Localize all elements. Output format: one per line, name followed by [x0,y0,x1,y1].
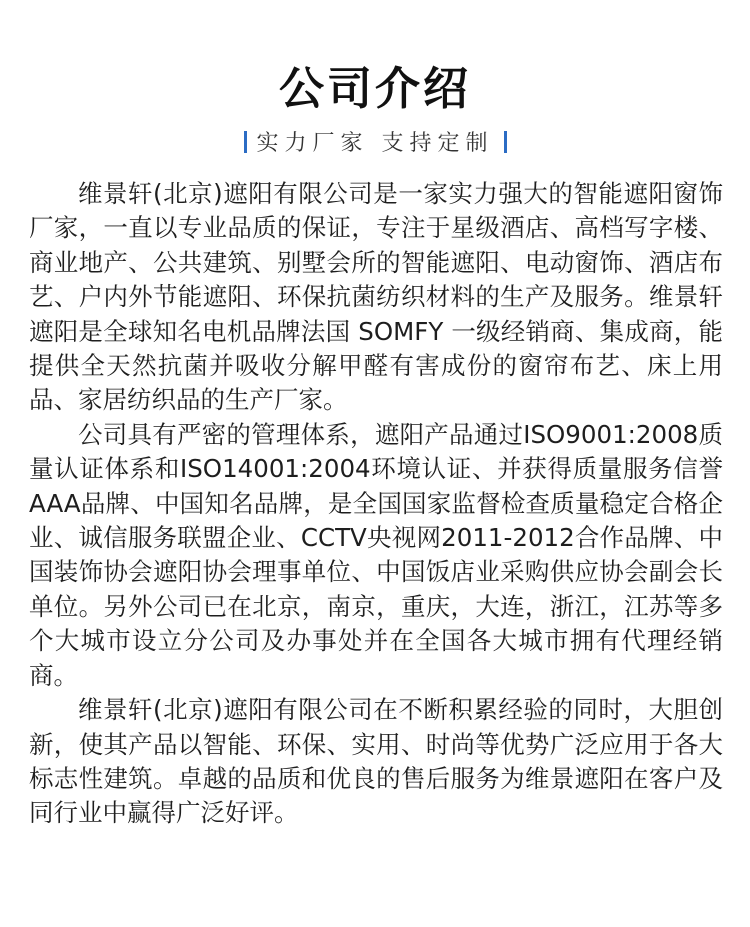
subtitle-banner [0,127,750,161]
page-title: 公司介绍 [278,62,471,115]
right-accent-bar [504,131,507,153]
company-intro-body [29,177,723,831]
intro-paragraph-1: 维景轩(北京)遮阳有限公司是一家实力强大的智能遮阳窗饰厂家，一直以专业品质的保证，专注于星级酒店、高档写字楼、商业地产、公共建筑、别墅会所的智能遮阳、电动窗饰、酒店布艺、户内外节能遮阳、环保抗菌纺织材料的生产及服务。维景轩遮阳是全球知名电机品牌法国 SOMFY 一级经销商、集成商，能提供全天然抗菌并吸收分解甲醛有害成份的窗帘布艺、床上用品、家居纺织品的生产厂家。 [29,179,723,415]
intro-paragraph-2: 公司具有严密的管理体系，遮阳产品通过ISO9001:2008质量认证体系和ISO14001:2004环境认证、并获得质量服务信誉AAA品牌、中国知名品牌，是全国国家监督检查质量稳定合格企业、诚信服务联盟企业、CCTV央视网2011-2012合作品牌、中国装饰协会遮阳协会理事单位、中国饭店业采购供应协会副会长单位。另外公司已在北京，南京，重庆，大连，浙江，江苏等多个大城市设立分公司及办事处并在全国各大城市拥有代理经销商。 [29,419,723,690]
intro-paragraph-3: 维景轩(北京)遮阳有限公司在不断积累经验的同时，大胆创新，使其产品以智能、环保、实用、时尚等优势广泛应用于各大标志性建筑。卓越的品质和优良的售后服务为维景遮阳在客户及同行业中赢得广泛好评。 [29,695,723,828]
left-accent-bar [244,131,247,153]
subtitle-text: 实力厂家 支持定制 [256,131,494,156]
